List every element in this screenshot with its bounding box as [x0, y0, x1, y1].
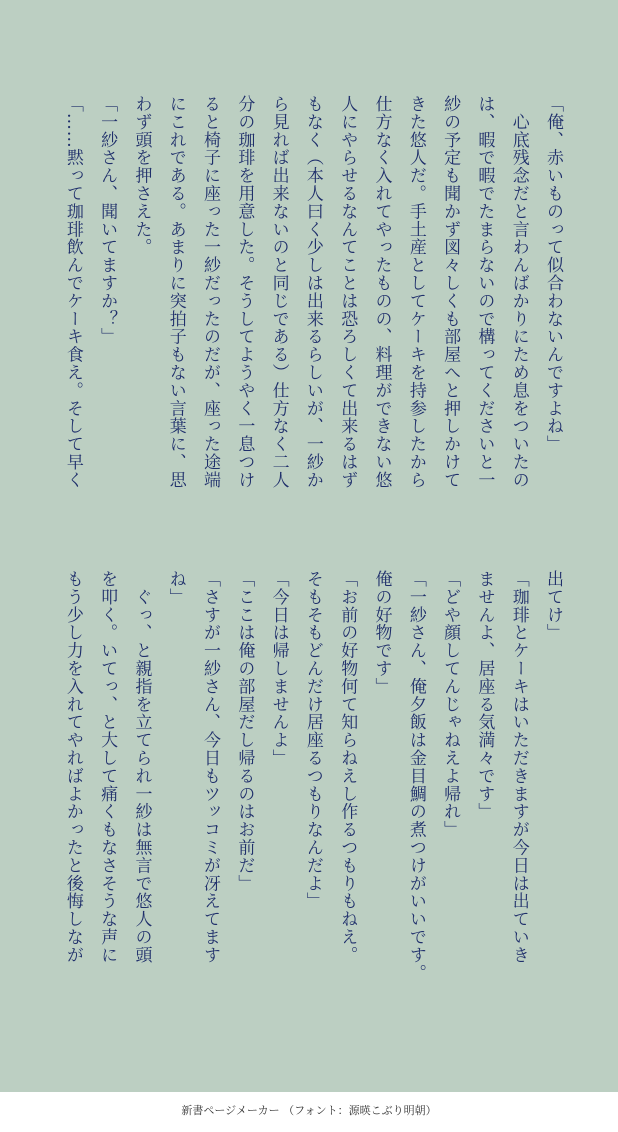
- text-line: 「今日は帰しませんよ」: [268, 570, 289, 767]
- text-line: 「俺、赤いものって似合わないんですよね」: [543, 95, 563, 453]
- text-line: 出てけ」: [543, 570, 563, 642]
- text-line: ら見れば出来ないのと同じである）仕方なく二人: [268, 95, 289, 489]
- text-line: 俺の好物です」: [371, 570, 392, 696]
- text-block-top: [56, 95, 570, 525]
- text-line: きた悠人だ。手土産としてケーキを持参したから: [405, 95, 426, 489]
- footer-credit: 新書ページメーカー （フォント：源暎こぶり明朝）: [0, 1092, 618, 1132]
- text-line: もなく（本人曰く少しは出来るらしいが、一紗か: [302, 95, 323, 489]
- text-line: もう少し力を入れてやればよかったと後悔しなが: [62, 570, 83, 964]
- text-line: 「一紗さん、聞いてますか？」: [97, 95, 118, 346]
- text-line: にこれである。あまりに突拍子もない言葉に、思: [165, 95, 186, 489]
- text-line: 「どや顔してんじゃねえよ帰れ」: [440, 570, 461, 839]
- text-line: 仕方なく入れてやったものの、料理ができない悠: [371, 95, 392, 489]
- text-line: 「一紗さん、俺夕飯は金目鯛の煮つけがいいです。: [405, 570, 426, 982]
- text-line: そもそもどんだけ居座るつもりなんだよ」: [302, 570, 323, 911]
- text-line: 人にやらせるなんてことは恐ろしくて出来るはず: [337, 95, 358, 489]
- text-line: わず頭を押さえた。: [131, 95, 152, 257]
- text-line: ぐっ、と親指を立てられ一紗は無言で悠人の頭: [131, 570, 152, 964]
- text-line: は、暇で暇でたまらないので構ってくださいと一: [474, 95, 495, 489]
- text-line: 「お前の好物何て知らねえし作るつもりもねえ。: [337, 570, 358, 964]
- text-line: 紗の予定も聞かず図々しくも部屋へと押しかけて: [440, 95, 461, 489]
- text-line: ませんよ、居座る気満々です」: [474, 570, 495, 821]
- text-line: 「ここは俺の部屋だし帰るのはお前だ」: [234, 570, 255, 893]
- text-line: 「……黙って珈琲飲んでケーキ食え。そして早く: [62, 95, 83, 489]
- text-line: ね」: [165, 570, 186, 606]
- text-line: 「さすが一紗さん、今日もツッコミが冴えてます: [200, 570, 221, 964]
- text-line: 分の珈琲を用意した。そうしてようやく一息つけ: [234, 95, 255, 489]
- text-line: 心底残念だと言わんばかりにため息をついたの: [508, 95, 529, 489]
- text-line: を叩く。いてっ、と大して痛くもなさそうな声に: [97, 570, 118, 964]
- text-line: ると椅子に座った一紗だったのだが、座った途端: [200, 95, 221, 489]
- text-line: 「珈琲とケーキはいただきますが今日は出ていき: [508, 570, 529, 964]
- text-block-bottom: [56, 570, 570, 1000]
